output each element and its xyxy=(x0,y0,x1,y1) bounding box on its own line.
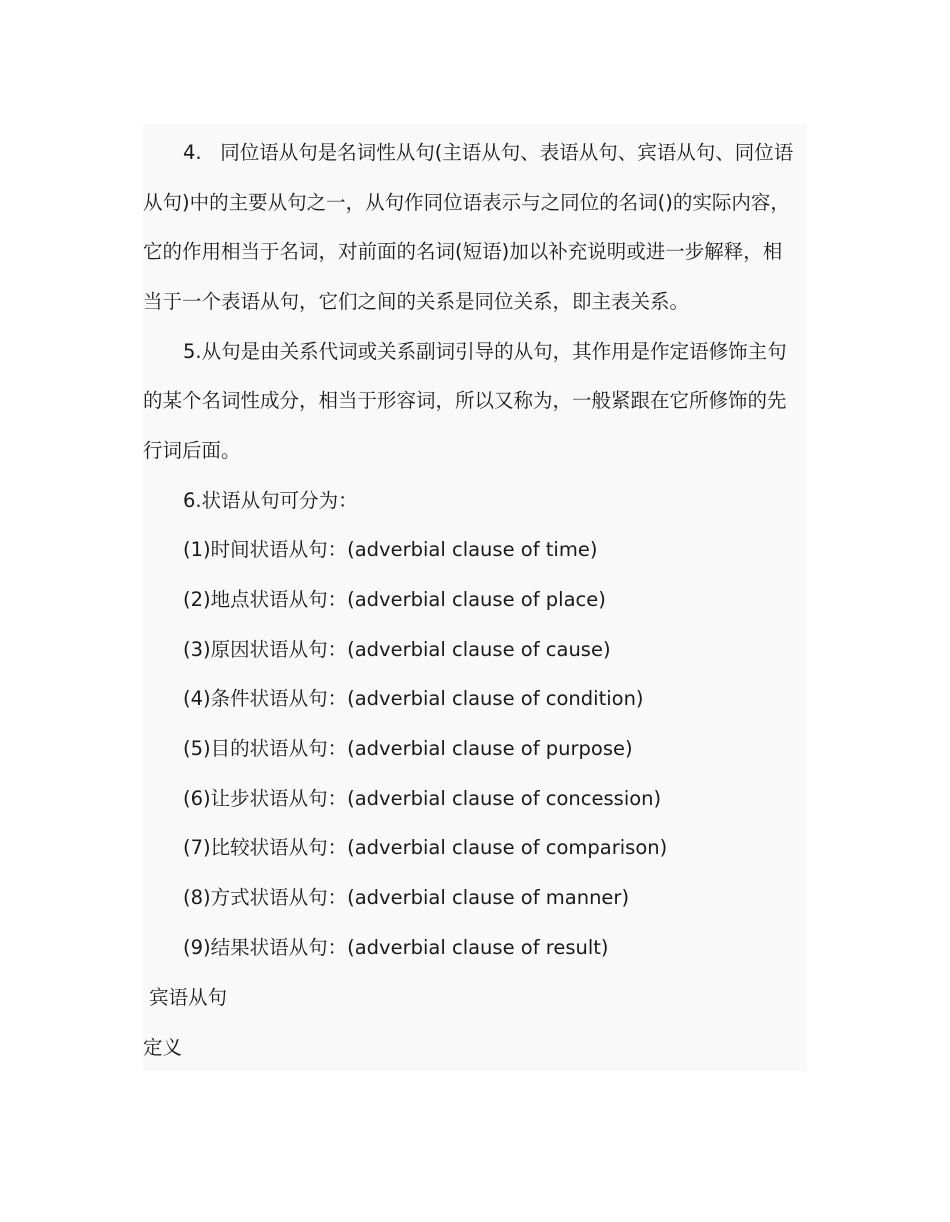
paragraph-5-line-2: 的某个名词性成分，相当于形容词，所以又称为，一般紧跟在它所修饰的先 xyxy=(143,389,787,412)
list-item-concession: (6)让步状语从句：(adverbial clause of concession) xyxy=(183,787,662,810)
paragraph-5-line-1: 5.从句是由关系代词或关系副词引导的从句，其作用是作定语修饰主句 xyxy=(183,340,787,363)
list-item-result: (9)结果状语从句：(adverbial clause of result) xyxy=(183,936,609,959)
paragraph-4-line-3: 它的作用相当于名词，对前面的名词(短语)加以补充说明或进一步解释，相 xyxy=(143,240,783,263)
section-heading: 宾语从句 xyxy=(149,986,228,1009)
paragraph-5-line-3: 行词后面。 xyxy=(143,439,241,462)
list-item-purpose: (5)目的状语从句：(adverbial clause of purpose) xyxy=(183,737,633,760)
paragraph-4-line-2: 从句)中的主要从句之一，从句作同位语表示与之同位的名词()的实际内容， xyxy=(143,191,790,214)
list-item-place: (2)地点状语从句：(adverbial clause of place) xyxy=(183,588,606,611)
list-item-time: (1)时间状语从句：(adverbial clause of time) xyxy=(183,538,598,561)
list-item-condition: (4)条件状语从句：(adverbial clause of condition) xyxy=(183,687,644,710)
list-item-comparison: (7)比较状语从句：(adverbial clause of comparison) xyxy=(183,836,668,859)
subheading-definition: 定义 xyxy=(143,1036,183,1059)
paragraph-4-line-1: 4. 同位语从句是名词性从句(主语从句、表语从句、宾语从句、同位语 xyxy=(183,141,794,164)
list-item-cause: (3)原因状语从句：(adverbial clause of cause) xyxy=(183,638,611,661)
document-page xyxy=(143,124,807,1071)
paragraph-6-intro: 6.状语从句可分为： xyxy=(183,489,358,512)
paragraph-4-line-4: 当于一个表语从句，它们之间的关系是同位关系，即主表关系。 xyxy=(143,290,690,313)
list-item-manner: (8)方式状语从句：(adverbial clause of manner) xyxy=(183,886,630,909)
